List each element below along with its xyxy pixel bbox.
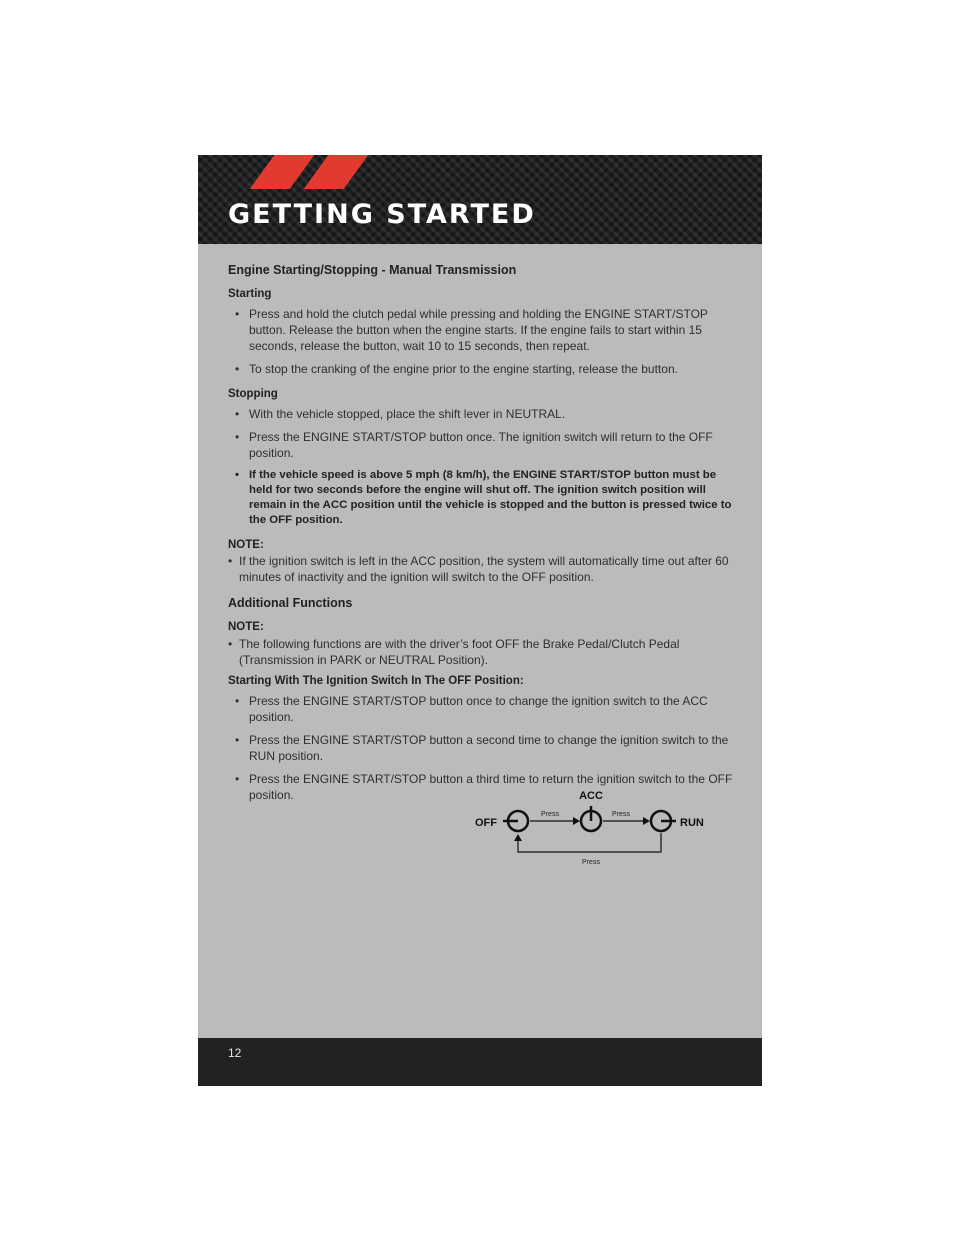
off-power-icon [503, 811, 528, 831]
red-stripe-decoration [304, 155, 369, 189]
starting-subheading: Starting [228, 288, 272, 300]
list-item: • Press the ENGINE START/STOP button once to change the ignition switch to the ACC position. [228, 693, 738, 725]
off-position-subheading: Starting With The Ignition Switch In The OFF Position: [228, 675, 524, 688]
section-title: GETTING STARTED [228, 199, 536, 230]
press-label-2: Press [612, 811, 630, 818]
list-item-warning: • If the vehicle speed is above 5 mph (8 km/h), the ENGINE START/STOP button must be held for two seconds before the engine will shut off. The ignition switch position will remain in the ACC position until the vehicle is stopped and the button is pressed twice to the OFF position. [228, 468, 738, 528]
page-footer [198, 1038, 762, 1086]
list-item: • Press and hold the clutch pedal while pressing and holding the ENGINE START/STOP button. Release the button when the engine starts. If the engine fails to start within 15 seconds, release the button, wait 10 to 15 seconds, then repeat. [228, 306, 738, 354]
acc-label: ACC [579, 790, 603, 802]
ignition-sequence-diagram [473, 786, 713, 868]
run-label: RUN [680, 817, 704, 829]
acc-power-icon [581, 806, 601, 831]
page-content [228, 263, 738, 810]
press-label-3: Press [582, 859, 600, 866]
arrowhead-icon [573, 817, 580, 825]
list-item: • To stop the cranking of the engine prior to the engine starting, release the button. [228, 361, 738, 377]
list-item: • Press the ENGINE START/STOP button once. The ignition switch will return to the OFF position. [228, 429, 738, 461]
red-stripe-decoration [250, 155, 315, 189]
arrowhead-icon [643, 817, 650, 825]
list-item: • Press the ENGINE START/STOP button a third time to return the ignition switch to the OFF position. [228, 771, 738, 803]
list-item: • With the vehicle stopped, place the shift lever in NEUTRAL. [228, 406, 738, 422]
list-item: • Press the ENGINE START/STOP button a second time to change the ignition switch to the RUN position. [228, 732, 738, 764]
note-text: • The following functions are with the driver’s foot OFF the Brake Pedal/Clutch Pedal (Transmission in PARK or NEUTRAL Position). [228, 636, 738, 668]
off-label: OFF [475, 817, 497, 829]
run-power-icon [651, 811, 676, 831]
stopping-subheading: Stopping [228, 387, 278, 400]
engine-start-stop-heading: Engine Starting/Stopping - Manual Transmission [228, 263, 517, 277]
manual-page [198, 155, 762, 1086]
note-label: NOTE: [228, 538, 264, 551]
arrow-run-to-off [518, 833, 661, 852]
section-header-banner [198, 155, 762, 244]
note-label: NOTE: [228, 621, 264, 634]
additional-functions-heading: Additional Functions [228, 596, 353, 611]
arrowhead-icon [514, 834, 522, 841]
page-number: 12 [228, 1046, 242, 1060]
press-label-1: Press [541, 811, 559, 818]
note-text: • If the ignition switch is left in the ACC position, the system will automatically time out after 60 minutes of inactivity and the ignition will switch to the OFF position. [228, 553, 738, 585]
